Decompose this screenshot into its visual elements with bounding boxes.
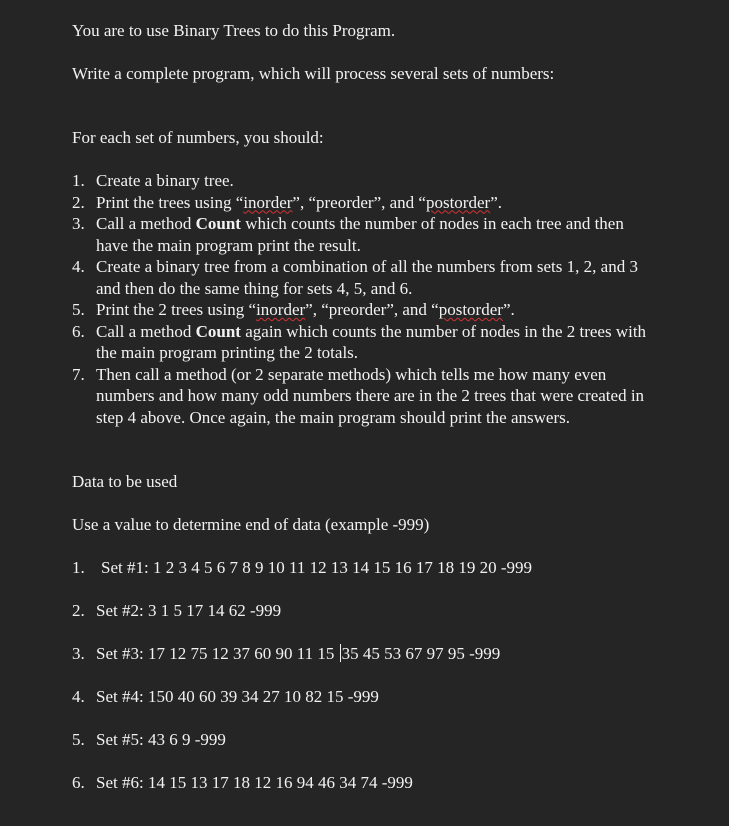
data-heading: Data to be used (72, 472, 178, 491)
steps-list (72, 170, 652, 428)
spellcheck-word[interactable]: postorder (425, 192, 491, 212)
spellcheck-word[interactable]: inorder (256, 300, 306, 319)
list-item: 5. Print the 2 trees using “inorder”, “preorder”, and “postorder”. (72, 300, 515, 319)
text-cursor (340, 644, 341, 662)
list-item: 2. Print the trees using “inorder”, “preorder”, and “postorder”. (72, 192, 502, 212)
intro-line-1: You are to use Binary Trees to do this Program. (72, 21, 396, 40)
list-item: 3. Call a method Count which counts the number of nodes in each tree and then have the main program print the result. (72, 214, 624, 255)
intro-line-2: Write a complete program, which will process several sets of numbers: (72, 64, 555, 83)
list-item: 6. Call a method Count again which counts the number of nodes in the 2 trees with the main program printing the 2 totals. (72, 321, 647, 362)
end-of-data-note: Use a value to determine end of data (example -999) (72, 515, 430, 534)
list-item: 7. Then call a method (or 2 separate methods) which tells me how many even numbers and how many odd numbers there are in the 2 trees that were created in step 4 above. Once again, the main program should print the answers. (72, 364, 645, 427)
list-item: 4. Create a binary tree from a combination of all the numbers from sets 1, 2, and 3 and then do the same thing for sets 4, 5, and 6. (72, 257, 638, 298)
bold-term: Count (195, 321, 241, 341)
data-set-4: 4. Set #4: 150 40 60 39 34 27 10 82 15 -999 (72, 687, 379, 706)
for-each-heading: For each set of numbers, you should: (72, 128, 324, 147)
spellcheck-word[interactable]: postorder (438, 300, 503, 319)
data-set-3: 3. Set #3: 17 12 75 12 37 60 90 11 15 35 45 53 67 97 95 -999 (72, 644, 501, 663)
data-set-5: 5. Set #5: 43 6 9 -999 (72, 730, 226, 749)
bold-term: Count (195, 214, 241, 233)
data-set-1: 1. Set #1: 1 2 3 4 5 6 7 8 9 10 11 12 13 14 15 16 17 18 19 20 -999 (72, 558, 532, 577)
data-set-2: 2. Set #2: 3 1 5 17 14 62 -999 (72, 601, 282, 620)
spellcheck-word[interactable]: inorder (243, 192, 293, 212)
data-set-6: 6. Set #6: 14 15 13 17 18 12 16 94 46 34 74 -999 (72, 773, 413, 792)
list-item: 1. Create a binary tree. (72, 171, 234, 190)
